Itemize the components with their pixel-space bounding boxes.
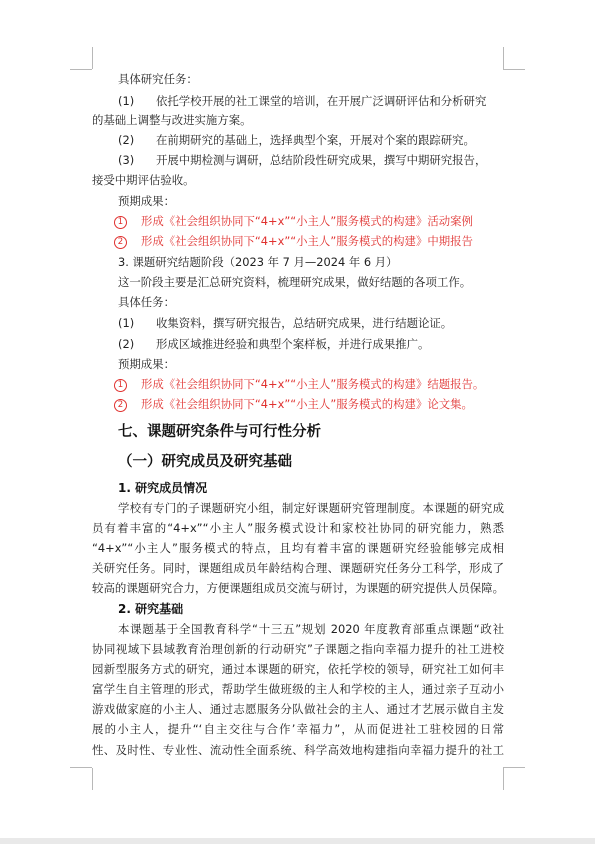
- paragraph-line: 协同视域下县域教育治理创新的行动研究”子课题之指向幸福力提升的社工进校: [92, 642, 504, 656]
- task-number: (2): [118, 133, 135, 147]
- expected-result-item: [114, 397, 473, 412]
- paragraph-line: “4+x”“小主人”服务模式的特点，且均有着丰富的课题研究经验能够完成相: [92, 541, 504, 555]
- paragraph-line: 本课题基于全国教育科学“十三五”规划 2020 年度教育部重点课题“政社: [118, 622, 504, 636]
- expected-result-item: [114, 234, 473, 249]
- section-7-title: 七、课题研究条件与可行性分析: [118, 424, 321, 440]
- expected-result-text: 形成《社会组织协同下“4+x”“小主人”服务模式的构建》论文集。: [141, 397, 473, 411]
- task-item-2: [118, 133, 475, 148]
- expected-result-text: 形成《社会组织协同下“4+x”“小主人”服务模式的构建》活动案例: [141, 214, 473, 228]
- research-tasks-heading: 具体研究任务：: [118, 72, 198, 86]
- paragraph-line: 学校有专门的子课题研究小组，制定好课题研究管理制度。本课题的研究成: [118, 501, 504, 515]
- crop-mark-top-left-v: [92, 47, 93, 69]
- task-item-3-cont: 接受中期评估验收。: [92, 173, 195, 187]
- circled-number-icon: 2: [114, 399, 127, 412]
- expected-results-heading-2: 预期成果：: [118, 357, 175, 371]
- paragraph-line: 展的小主人，提升“‘自主交往与合作’幸福力”，从而促进社工驻校园的日常: [92, 722, 504, 736]
- stage3-task-item: [118, 337, 429, 352]
- task-number: (3): [118, 153, 135, 167]
- paragraph-line: 较高的课题研究合力，方便课题组成员交流与研讨，为课题的研究提供人员保障。: [92, 581, 504, 595]
- task-item-1-cont: 的基础上调整与改进实施方案。: [92, 113, 252, 127]
- circled-number-icon: 2: [114, 236, 127, 249]
- paragraph-line: 园新型服务方式的研究，通过本课题的研究，依托学校的领导，研究社工如何丰: [92, 662, 504, 676]
- crop-mark-bottom-right: [503, 767, 525, 768]
- task-item-3: [118, 153, 486, 168]
- subsection-1-title: （一）研究成员及研究基础: [118, 454, 292, 470]
- expected-results-heading-1: 预期成果：: [118, 194, 175, 208]
- expected-result-text: 形成《社会组织协同下“4+x”“小主人”服务模式的构建》中期报告: [141, 234, 473, 248]
- expected-result-item: [114, 214, 473, 229]
- task-text: 形成区域推进经验和典型个案样板，并进行成果推广。: [156, 337, 430, 351]
- expected-result-text: 形成《社会组织协同下“4+x”“小主人”服务模式的构建》结题报告。: [141, 377, 485, 391]
- expected-result-item: [114, 377, 484, 392]
- circled-number-icon: 1: [114, 216, 127, 229]
- stage3-tasks-heading: 具体任务：: [118, 295, 175, 309]
- task-text: 依托学校开展的社工课堂的培训，在开展广泛调研评估和分析研究: [156, 94, 487, 108]
- crop-mark-bottom-right-v: [503, 768, 504, 790]
- paragraph-line: 性、及时性、专业性、流动性全面系统、科学高效地构建指向幸福力提升的社工: [92, 743, 504, 757]
- paragraph-line: 游戏做家庭的小主人、通过志愿服务分队做社会的主人、通过才艺展示做自主发: [92, 702, 504, 716]
- circled-number-icon: 1: [114, 379, 127, 392]
- crop-mark-bottom-left: [70, 767, 92, 768]
- research-members-heading: 1. 研究成员情况: [118, 481, 208, 495]
- task-text: 开展中期检测与调研，总结阶段性研究成果，撰写中期研究报告，: [156, 153, 487, 167]
- crop-mark-top-right-v: [503, 47, 504, 69]
- stage3-title: 3. 课题研究结题阶段（2023 年 7 月—2024 年 6 月）: [118, 255, 398, 269]
- task-text: 在前期研究的基础上，选择典型个案，开展对个案的跟踪研究。: [156, 133, 475, 147]
- crop-mark-top-left: [70, 69, 92, 70]
- task-item-1: [118, 94, 486, 109]
- paragraph-line: 富学生自主管理的形式，帮助学生做班级的主人和学校的主人，通过亲子互动小: [92, 682, 504, 696]
- stage3-task-item: [118, 316, 452, 331]
- crop-mark-top-right: [503, 69, 525, 70]
- research-basis-heading: 2. 研究基础: [118, 602, 184, 616]
- paragraph-line: 员有着丰富的“4+x”“小主人”服务模式设计和家校社协同的研究能力，熟悉: [92, 521, 504, 535]
- task-number: (1): [118, 316, 135, 330]
- paragraph-line: 关研究任务。同时，课题组成员年龄结构合理、课题研究任务分工科学，形成了: [92, 561, 504, 575]
- stage3-intro: 这一阶段主要是汇总研究资料，梳理研究成果，做好结题的各项工作。: [118, 275, 472, 289]
- task-number: (1): [118, 94, 135, 108]
- crop-mark-bottom-left-v: [92, 768, 93, 790]
- task-number: (2): [118, 337, 135, 351]
- task-text: 收集资料，撰写研究报告，总结研究成果，进行结题论证。: [156, 316, 453, 330]
